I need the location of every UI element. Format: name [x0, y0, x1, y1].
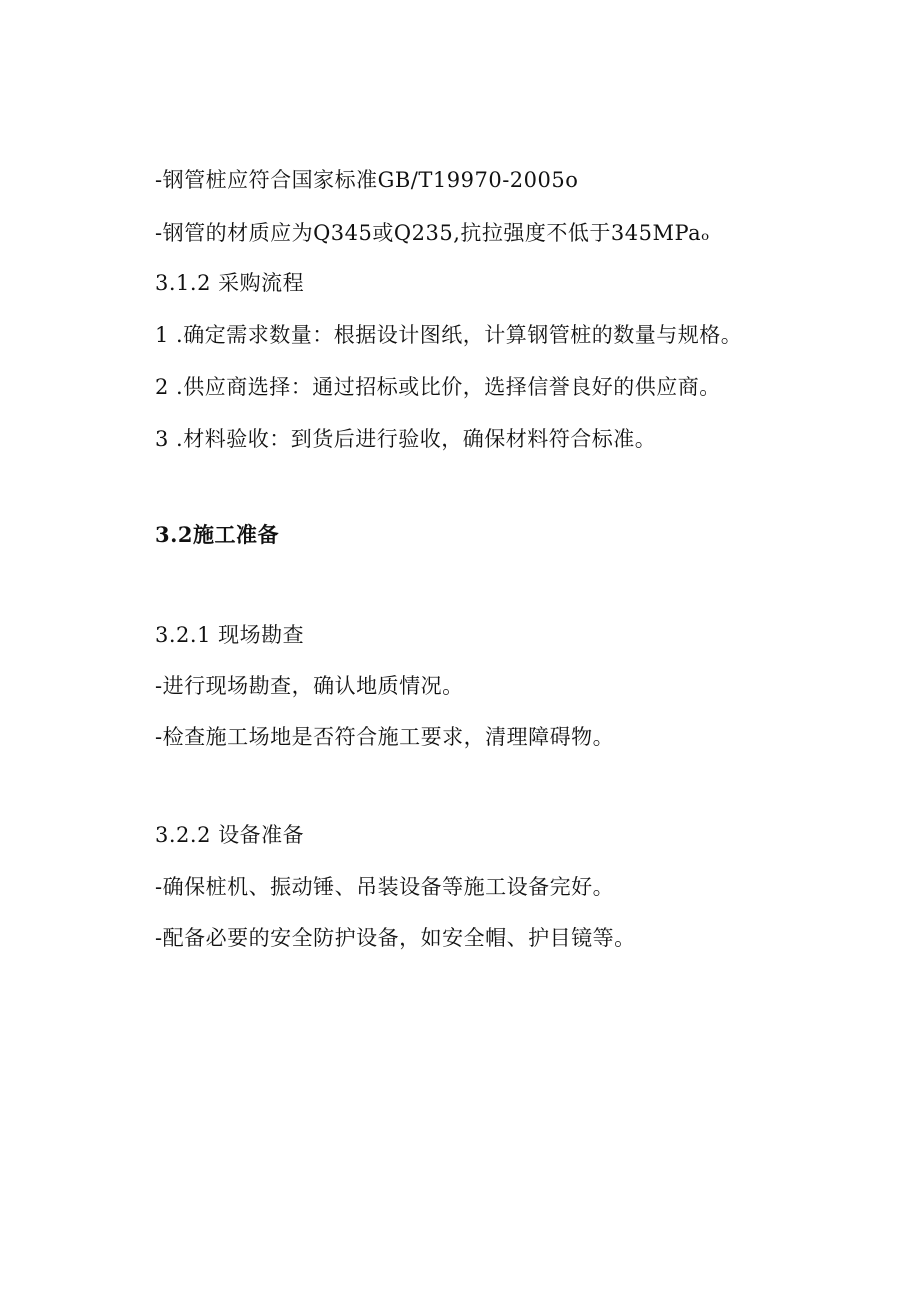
site-survey-item-2: -检查施工场地是否符合施工要求，清理障碍物。 — [155, 725, 615, 749]
procurement-step-3: 3 .材料验收：到货后进行验收，确保材料符合标准。 — [155, 427, 657, 451]
section-heading-procurement: 3.1.2 采购流程 — [155, 271, 305, 295]
procurement-step-2: 2 .供应商选择：通过招标或比价，选择信誉良好的供应商。 — [155, 375, 721, 399]
section-heading-construction-prep: 3.2施工准备 — [155, 522, 280, 547]
section-heading-site-survey: 3.2.1 现场勘查 — [155, 623, 305, 647]
section-heading-equipment-prep: 3.2.2 设备准备 — [155, 823, 305, 847]
procurement-step-1: 1 .确定需求数量：根据设计图纸，计算钢管桩的数量与规格。 — [155, 323, 743, 347]
standard-requirement-text: -钢管桩应符合国家标准GB/T19970-2005o — [155, 168, 579, 192]
equipment-item-2: -配备必要的安全防护设备，如安全帽、护目镜等。 — [155, 926, 636, 950]
site-survey-item-1: -进行现场勘查，确认地质情况。 — [155, 674, 464, 698]
material-requirement-text: -钢管的材质应为Q345或Q235,抗拉强度不低于345MPaₒ — [155, 221, 710, 245]
equipment-item-1: -确保桩机、振动锤、吊装设备等施工设备完好。 — [155, 875, 615, 899]
